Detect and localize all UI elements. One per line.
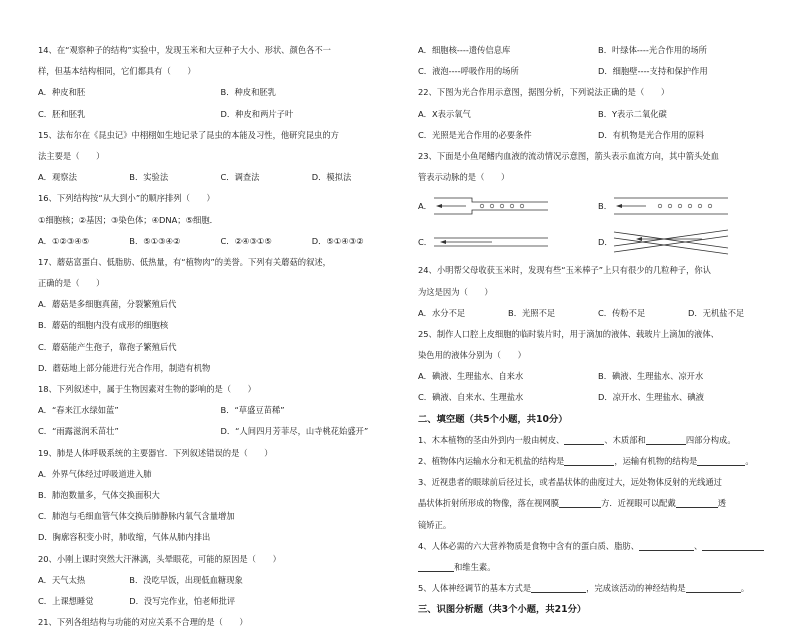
vessel-diagram-a — [432, 192, 550, 220]
fill-1-text-c: 四部分构成。 — [685, 434, 736, 445]
q23-stem: 23、下面是小鱼尾鳍内血液的流动情况示意图，箭头表示血流方向，其中箭头处血 — [418, 150, 719, 161]
q18-stem: 18、下列叙述中，属于生物因素对生物的影响的是（ ） — [38, 384, 256, 394]
vessel-diagram-c — [432, 228, 550, 256]
fill-3-line-2 — [418, 493, 778, 514]
q18-option-d[interactable]: D．“人间四月芳菲尽，山寺桃花始盛开” — [220, 426, 369, 437]
q20-option-b[interactable]: B．没吃早饭，出现低血糖现象 — [129, 574, 243, 585]
q15-option-b[interactable]: B．实验法 — [129, 172, 169, 183]
fill-4-text-a: 4、人体必需的六大营养物质是食物中含有的蛋白质、脂肪、 — [418, 540, 639, 551]
fill-3-text-b: 晶状体折射所形成的物像，落在视网膜 — [418, 498, 560, 509]
q23-option-d[interactable] — [598, 228, 778, 256]
section-3-heading: 三、识图分析题（共3个小题，共21分） — [418, 604, 587, 616]
fill-1-blank-2[interactable] — [646, 434, 686, 445]
fill-5-text-c: 。 — [740, 583, 750, 594]
q17-stem-cont: 正确的是（ ） — [38, 278, 105, 289]
q21-option-c[interactable]: C．液泡----呼吸作用的场所 — [418, 66, 519, 77]
q25-option-a[interactable]: A．碘液、生理盐水、自来水 — [418, 371, 524, 382]
q14-options-cd — [38, 104, 403, 125]
q18-options-ab — [38, 400, 403, 421]
q25-options-ab — [418, 366, 778, 387]
q20-options-cd — [38, 591, 403, 612]
q17-option-b[interactable]: B．蘑菇的细胞内没有成形的细胞核 — [38, 320, 169, 331]
fill-5-blank-1[interactable] — [531, 582, 586, 593]
q22-options-cd — [418, 125, 778, 146]
q20-option-c[interactable]: C．上课想睡觉 — [38, 595, 94, 606]
q20-option-d[interactable]: D．没写完作业，怕老师批评 — [129, 595, 236, 606]
q21-options-cd — [418, 61, 778, 82]
q14-stem: 14、在“观察种子的结构”实验中，发现玉米和大豆种子大小、形状、颜色各不一 — [38, 45, 331, 55]
q15-option-a[interactable]: A．观察法 — [38, 172, 77, 183]
fill-4-line-1 — [418, 536, 778, 557]
q15-option-d[interactable]: D．模拟法 — [311, 172, 352, 183]
vessel-diagram-d — [612, 228, 730, 256]
q14-option-c[interactable]: C．胚和胚乳 — [38, 108, 86, 119]
fill-4-blank-3[interactable] — [418, 561, 454, 572]
q20-options-ab — [38, 570, 403, 591]
q20-stem: 20、小刚上课时突然大汗淋漓，头晕眼花，可能的原因是（ ） — [38, 553, 281, 564]
q23-label-b: B． — [598, 201, 612, 212]
q21-option-a[interactable]: A．细胞核----遗传信息库 — [418, 45, 511, 55]
q14-options-ab — [38, 82, 403, 103]
q16-option-d[interactable]: D．⑤①④③② — [311, 235, 364, 246]
q17-option-a[interactable]: A．蘑菇是多细胞真菌，分裂繁殖后代 — [38, 299, 177, 310]
q19-option-b[interactable]: B．肺泡数量多，气体交换面积大 — [38, 489, 160, 500]
q19-option-d[interactable]: D．胸廓容积变小时，肺收缩，气体从肺内排出 — [38, 532, 211, 543]
fill-4-text-b: 、 — [694, 540, 703, 551]
q16-option-a[interactable]: A．①②③④⑤ — [38, 235, 90, 246]
q17-option-c[interactable]: C．蘑菇能产生孢子，靠孢子繁殖后代 — [38, 341, 177, 352]
q19-option-c[interactable]: C．肺泡与毛细血管气体交换后肺静脉内氧气含量增加 — [38, 511, 235, 522]
q24-option-d[interactable]: D．无机盐不足 — [688, 307, 745, 318]
q22-option-c[interactable]: C．光照是光合作用的必要条件 — [418, 129, 532, 140]
q15-option-c[interactable]: C．调查法 — [220, 172, 260, 183]
q24-stem: 24、小明帮父母收获玉米时，发现有些“玉米棒子”上只有很少的几粒种子，你认 — [418, 265, 711, 276]
q17-option-d[interactable]: D．蘑菇地上部分能进行光合作用，制造有机物 — [38, 362, 211, 373]
fill-1 — [418, 430, 778, 451]
q22-options-ab — [418, 104, 778, 125]
q25-stem-cont: 染色用的液体分别为（ ） — [418, 350, 526, 361]
q15-stem: 15、法布尔在《昆虫记》中栩栩如生地记录了昆虫的本能及习性，他研究昆虫的方 — [38, 129, 339, 140]
q25-option-b[interactable]: B．碘液、生理盐水、凉开水 — [598, 371, 704, 382]
q25-options-cd — [418, 387, 778, 408]
right-column — [418, 40, 778, 621]
vessel-diagram-b — [612, 192, 730, 220]
q18-options-cd — [38, 421, 403, 442]
fill-2-blank-2[interactable] — [697, 455, 745, 466]
q16-options — [38, 231, 403, 252]
fill-3-blank-1[interactable] — [559, 497, 601, 508]
q22-option-b[interactable]: B．Y表示二氧化碳 — [598, 108, 667, 119]
q15-options — [38, 167, 403, 188]
q18-option-c[interactable]: C．“雨露滋润禾苗壮” — [38, 426, 119, 437]
q24-option-a[interactable]: A．水分不足 — [418, 307, 466, 318]
fill-5-text-b: ，完成该活动的神经结构是 — [586, 583, 686, 594]
fill-3-text-d: 透 — [717, 498, 727, 509]
fill-5-blank-2[interactable] — [686, 582, 741, 593]
q14-option-d[interactable]: D．种皮和两片子叶 — [220, 108, 294, 119]
q23-label-a: A． — [418, 201, 432, 212]
q23-option-b[interactable] — [598, 192, 778, 220]
q24-options — [418, 303, 778, 324]
q18-option-b[interactable]: B．“草盛豆苗稀” — [220, 405, 285, 416]
fill-2-text-a: 2、植物体内运输水分和无机盐的结构是 — [418, 456, 565, 466]
fill-4-line-2 — [418, 557, 778, 578]
fill-5 — [418, 578, 778, 599]
q18-option-a[interactable]: A．“春来江水绿如蓝” — [38, 405, 119, 416]
q24-option-b[interactable]: B．光照不足 — [508, 307, 556, 318]
fill-2 — [418, 451, 778, 472]
fill-3-text-c: 方．近视眼可以配戴 — [601, 498, 676, 509]
q21-options-ab — [418, 40, 778, 61]
q19-option-a[interactable]: A．外界气体经过呼吸道进入肺 — [38, 468, 152, 479]
q23-label-d: D． — [598, 237, 613, 248]
q23-label-c: C． — [418, 237, 433, 248]
q14-stem-cont: 样，但基本结构相同，它们都具有（ ） — [38, 66, 196, 77]
q14-option-a[interactable]: A．种皮和胚 — [38, 87, 86, 98]
fill-1-text-b: 、木质部和 — [604, 434, 646, 445]
q20-option-a[interactable]: A．天气太热 — [38, 574, 86, 585]
fill-2-blank-1[interactable] — [564, 455, 614, 466]
q23-option-c[interactable] — [418, 228, 598, 256]
q25-option-d[interactable]: D．凉开水、生理盐水、碘液 — [598, 392, 704, 403]
fill-2-text-c: 。 — [745, 456, 754, 466]
fill-4-text-c: 和维生素。 — [454, 561, 496, 572]
q16-option-b[interactable]: B．⑤①③④② — [129, 235, 181, 246]
q19-stem: 19、肺是人体呼吸系统的主要器官．下列叙述错误的是（ ） — [38, 447, 273, 458]
q25-option-c[interactable]: C．碘液、自来水、生理盐水 — [418, 392, 524, 403]
q21-option-d[interactable]: D．细胞壁----支持和保护作用 — [598, 66, 708, 77]
q23-options-ab — [418, 188, 778, 224]
q16-items: ①细胞核；②基因；③染色体；④DNA；⑤细胞． — [38, 214, 218, 225]
q22-option-a[interactable]: A．X表示氧气 — [418, 108, 471, 119]
q16-stem: 16、下列结构按“从大到小”的顺序排列（ ） — [38, 193, 215, 204]
fill-3-line-3: 镜矫正。 — [418, 519, 452, 530]
left-column — [38, 40, 403, 633]
fill-3-blank-2[interactable] — [676, 497, 718, 508]
section-2-heading: 二、填空题（共5个小题，共10分） — [418, 413, 568, 425]
q22-option-d[interactable]: D．有机物是光合作用的原料 — [598, 129, 704, 140]
q23-options-cd — [418, 224, 778, 260]
q17-stem: 17、蘑菇富蛋白、低脂肪、低热量，有“植物肉”的美誉。下列有关蘑菇的叙述， — [38, 256, 331, 267]
q23-option-a[interactable] — [418, 192, 598, 220]
q21-stem: 21、下列各组结构与功能的对应关系不合理的是（ ） — [38, 617, 248, 628]
fill-5-text-a: 5、人体神经调节的基本方式是 — [418, 583, 532, 594]
q14-option-b[interactable]: B．种皮和胚乳 — [220, 87, 276, 98]
q21-option-b[interactable]: B．叶绿体----光合作用的场所 — [598, 45, 707, 55]
fill-2-text-b: ，运输有机物的结构是 — [614, 456, 698, 466]
q25-stem: 25、制作人口腔上皮细胞的临时装片时，用于滴加的液体、载玻片上滴加的液体、 — [418, 328, 719, 339]
fill-4-blank-2[interactable] — [702, 540, 764, 551]
q24-stem-cont: 为这是因为（ ） — [418, 286, 493, 297]
fill-4-blank-1[interactable] — [639, 540, 694, 551]
fill-1-blank-1[interactable] — [564, 434, 604, 445]
fill-1-text-a: 1、木本植物的茎由外到内一般由树皮、 — [418, 434, 565, 445]
q24-option-c[interactable]: C．传粉不足 — [598, 307, 646, 318]
q22-stem: 22、下图为光合作用示意图，据图分析，下列说法正确的是（ ） — [418, 87, 670, 98]
q16-option-c[interactable]: C．②④③①⑤ — [220, 235, 272, 246]
q15-stem-cont: 法主要是（ ） — [38, 150, 105, 161]
q23-stem-cont: 管表示动脉的是（ ） — [418, 172, 510, 183]
fill-3-line-1: 3、近视患者的眼球前后径过长，或者晶状体的曲度过大，远处物体反射的光线通过 — [418, 477, 722, 488]
